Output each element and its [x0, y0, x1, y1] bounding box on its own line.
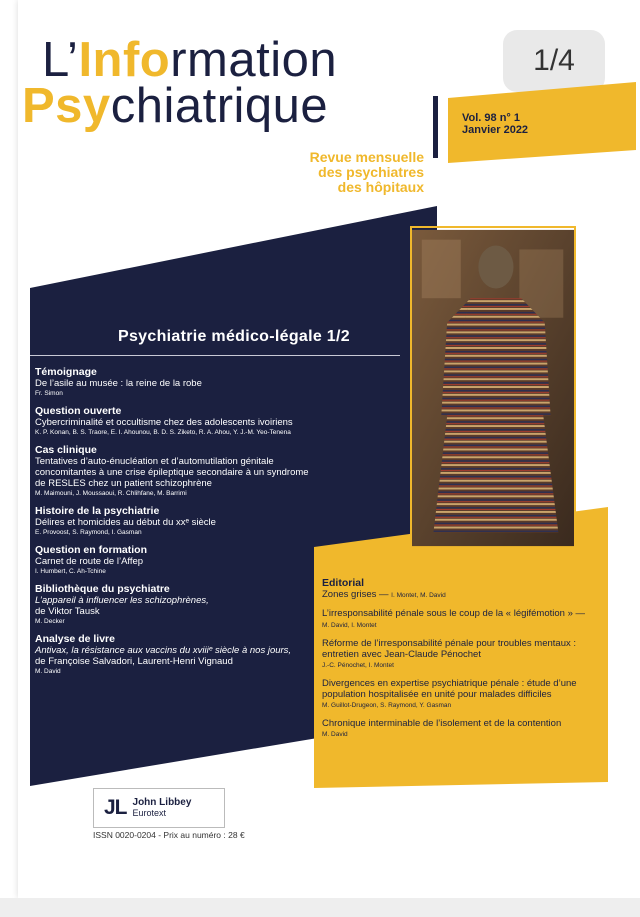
- theme-title: Psychiatrie médico-légale 1/2: [118, 328, 350, 345]
- editorial-item[interactable]: [322, 589, 592, 601]
- editorial-item[interactable]: [322, 678, 592, 711]
- publisher-logo: [93, 788, 225, 828]
- toc-title: Tentatives d’auto-énucléation et d’automutilation génitale concomitantes à une crise épileptique secondaire à un syndrome de RESLES chez un patient schizophrène: [35, 456, 309, 489]
- toc-authors: M. Decker: [35, 618, 65, 625]
- toc-authors: M. Maimouni, J. Moussaoui, R. Chlihfane, M. Barrimi: [35, 490, 187, 497]
- toc-authors: E. Provoost, S. Raymond, I. Gasman: [35, 529, 142, 536]
- toc-entry[interactable]: [35, 634, 315, 677]
- toc-entry[interactable]: [35, 406, 315, 438]
- masthead-line1: L’Information: [42, 33, 338, 87]
- editorial-authors: M. David, I. Montet: [322, 622, 377, 629]
- toc-authors: K. P. Konan, B. S. Traore, E. I. Ahounou, B. D. S. Ziketo, R. A. Ahou, Y. J.-M. Yeo-Tenena: [35, 429, 291, 436]
- toc-entry[interactable]: [35, 506, 315, 538]
- editorial-title: Réforme de l’irresponsabilité pénale pour troubles mentaux : entretien avec Jean-Claude Pénochet: [322, 638, 576, 660]
- publisher-mark: JL: [104, 796, 127, 819]
- editorial-authors: J.-C. Pénochet, I. Montet: [322, 662, 394, 669]
- toc-authors: I. Humbert, C. Ah-Tchine: [35, 568, 106, 575]
- publisher-name: John Libbey Eurotext: [132, 797, 192, 818]
- tagline: Revue mensuelle des psychiatres des hôpitaux: [309, 149, 424, 195]
- editorial-authors: M. David: [322, 731, 348, 738]
- theme-divider: [30, 355, 400, 356]
- editorial-item[interactable]: [322, 638, 592, 671]
- cover-photo-robe: [410, 226, 576, 550]
- editorial-title: L’irresponsabilité pénale sous le coup de la « légifémotion » —: [322, 608, 585, 619]
- toc-title: de Françoise Salvadori, Laurent-Henri Vignaud: [35, 656, 233, 667]
- toc-entry[interactable]: [35, 367, 315, 399]
- issn-price: ISSN 0020-0204 - Prix au numéro : 28 €: [93, 830, 245, 840]
- editorial-title: Divergences en expertise psychiatrique pénale : étude d’une population hospitalisée en unité pour malades difficiles: [322, 678, 577, 700]
- toc-section: Analyse de livre: [35, 633, 115, 645]
- toc-entry[interactable]: [35, 584, 315, 627]
- toc-entry[interactable]: [35, 545, 315, 577]
- toc-section: Témoignage: [35, 366, 97, 378]
- table-of-contents: [35, 367, 315, 677]
- volume-info: Vol. 98 n° 1 Janvier 2022: [462, 112, 529, 136]
- toc-title: de Viktor Tausk: [35, 606, 100, 617]
- editorial-authors: I. Montet, M. David: [391, 592, 446, 599]
- toc-section: Question en formation: [35, 544, 148, 556]
- toc-title: Délires et homicides au début du xxᵉ siècle: [35, 517, 216, 528]
- toc-title: De l’asile au musée : la reine de la robe: [35, 378, 202, 389]
- page-indicator: 1/4: [503, 30, 605, 92]
- toc-title-italic: L’appareil à influencer les schizophrènes,: [35, 595, 209, 606]
- toc-authors: Fr. Simon: [35, 390, 63, 397]
- editorial-item[interactable]: [322, 608, 592, 631]
- toc-section: Question ouverte: [35, 405, 122, 417]
- editorial-heading: Editorial: [322, 577, 365, 589]
- editorial-list: [322, 578, 592, 740]
- editorial-title: Zones grises —: [322, 589, 389, 600]
- toc-entry[interactable]: [35, 445, 315, 499]
- toc-section: Histoire de la psychiatrie: [35, 505, 160, 517]
- toc-authors: M. David: [35, 668, 61, 675]
- toc-section: Bibliothèque du psychiatre: [35, 583, 170, 595]
- toc-title: Carnet de route de l’Affep: [35, 556, 144, 567]
- toc-title: Cybercriminalité et occultisme chez des adolescents ivoiriens: [35, 417, 293, 428]
- editorial-item[interactable]: [322, 718, 592, 740]
- toc-section: Cas clinique: [35, 444, 97, 456]
- editorial-authors: M. Guillot-Drugeon, S. Raymond, Y. Gasman: [322, 702, 452, 709]
- editorial-title: Chronique interminable de l’isolement et de la contention: [322, 718, 562, 729]
- toc-title-italic: Antivax, la résistance aux vaccins du xviiiᵉ siècle à nos jours,: [35, 645, 292, 656]
- masthead-line2: Psychiatrique: [22, 79, 329, 133]
